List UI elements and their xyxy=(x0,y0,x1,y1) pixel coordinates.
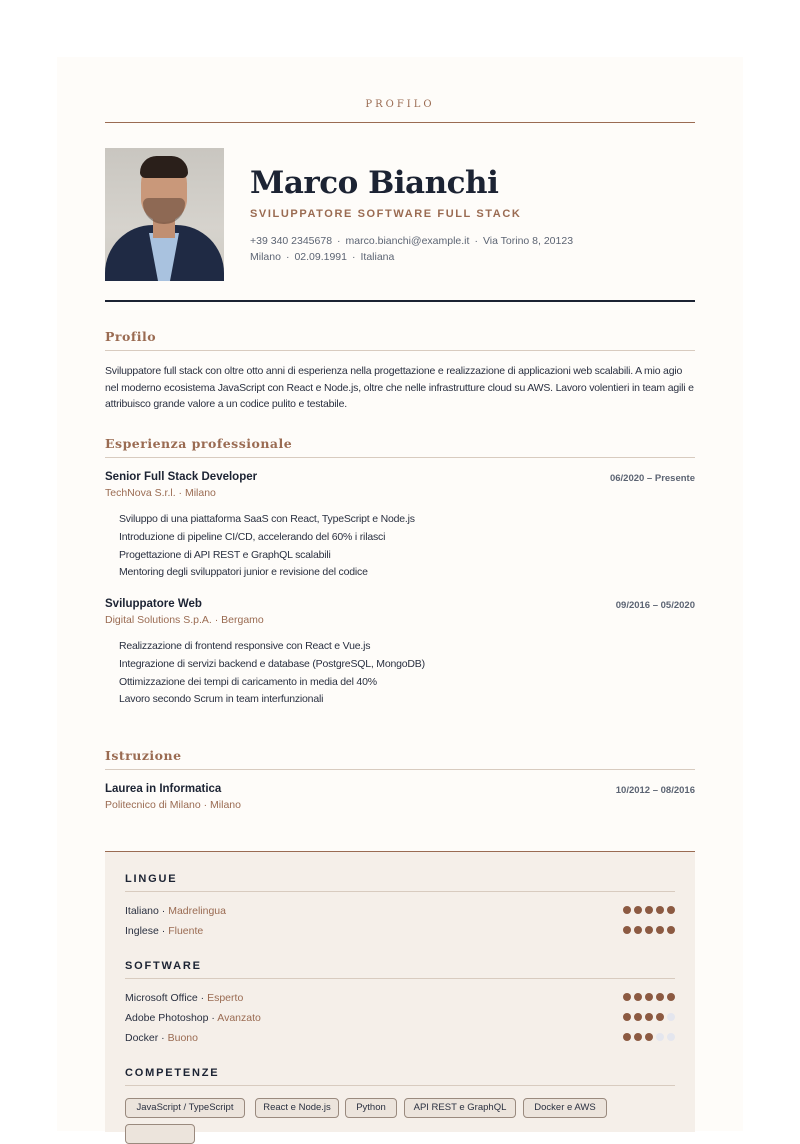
rating-dots xyxy=(623,906,675,914)
skill-tag: Python xyxy=(345,1098,397,1118)
rating-dot-filled xyxy=(634,1033,642,1041)
job-company: TechNova S.r.l. · Milano xyxy=(105,487,216,499)
education-entry xyxy=(105,783,695,811)
degree-title: Laurea in Informatica xyxy=(105,783,222,795)
header-divider xyxy=(105,300,695,302)
job-duty: Integrazione di servizi backend e database (PostgreSQL, MongoDB) xyxy=(119,657,425,670)
software-name: Adobe Photoshop xyxy=(125,1012,209,1024)
rating-dot-filled xyxy=(656,1013,664,1021)
skill-tag: API REST e GraphQL xyxy=(404,1098,516,1118)
job-duties xyxy=(119,511,695,582)
contact-nationality: Italiana xyxy=(360,251,395,263)
section-title-experience: Esperienza professionale xyxy=(105,436,293,451)
section-divider xyxy=(105,457,695,458)
job-company: Digital Solutions S.p.A. · Bergamo xyxy=(105,614,264,626)
job-entry xyxy=(105,598,695,709)
software-title: SOFTWARE xyxy=(125,960,202,972)
contact-email: marco.bianchi@example.it xyxy=(345,235,470,247)
job-duty: Sviluppo di una piattaforma SaaS con React, TypeScript e Node.js xyxy=(119,513,415,525)
photo-beard xyxy=(143,198,185,224)
job-dates: 06/2020 – Presente xyxy=(609,473,695,484)
software-level: Buono xyxy=(167,1032,198,1044)
rating-dots xyxy=(623,926,675,934)
school-name: Politecnico di Milano · Milano xyxy=(105,799,241,811)
skill-tag xyxy=(125,1124,195,1144)
software-item: Docker · Buono xyxy=(125,1032,675,1044)
contact-separator: · xyxy=(352,251,356,263)
rating-dot-filled xyxy=(667,926,675,934)
contact-line xyxy=(250,233,690,265)
contact-separator: · xyxy=(474,235,478,247)
job-duty: Mentoring degli sviluppatori junior e revisione del codice xyxy=(119,566,368,579)
language-name: Inglese xyxy=(125,925,159,937)
contact-phone: +39 340 2345678 xyxy=(250,235,333,247)
language-level: Fluente xyxy=(168,925,204,937)
rating-dot-filled xyxy=(645,926,653,934)
panel-divider xyxy=(125,891,675,892)
contact-birthdate: 02.09.1991 xyxy=(294,251,347,263)
skills-title: COMPETENZE xyxy=(125,1067,220,1079)
rating-dot-filled xyxy=(645,993,653,1001)
rating-dot-filled xyxy=(645,906,653,914)
rating-dot-filled xyxy=(623,906,631,914)
contact-separator: · xyxy=(285,251,290,263)
section-divider xyxy=(105,350,695,351)
photo-hair xyxy=(140,156,188,178)
job-entry xyxy=(105,471,695,582)
rating-dot-filled xyxy=(634,906,642,914)
profile-kicker: PROFILO xyxy=(365,99,435,110)
rating-dot-filled xyxy=(623,1033,631,1041)
rating-dots xyxy=(623,1033,675,1041)
rating-dot-filled xyxy=(623,1013,631,1021)
rating-dot-filled xyxy=(623,926,631,934)
education-dates: 10/2012 – 08/2016 xyxy=(615,785,695,796)
rating-dot-filled xyxy=(656,926,664,934)
skills-panel xyxy=(105,851,695,1132)
rating-dots xyxy=(623,1013,675,1021)
rating-dot-filled xyxy=(645,1013,653,1021)
job-duty: Ottimizzazione dei tempi di caricamento in media del 40% xyxy=(119,675,377,688)
job-duty: Realizzazione di frontend responsive con React e Vue.js xyxy=(119,640,371,652)
language-item: Italiano · Madrelingua xyxy=(125,905,675,917)
rating-dot-filled xyxy=(623,993,631,1001)
panel-divider xyxy=(125,978,675,979)
rating-dot-filled xyxy=(656,993,664,1001)
language-level: Madrelingua xyxy=(168,905,226,917)
software-item: Microsoft Office · Esperto xyxy=(125,992,675,1004)
job-title: Sviluppatore Web xyxy=(105,598,202,610)
rating-dot-filled xyxy=(667,993,675,1001)
rating-dot-empty xyxy=(667,1033,675,1041)
rating-dot-filled xyxy=(667,906,675,914)
rating-dot-filled xyxy=(656,906,664,914)
languages-title: LINGUE xyxy=(125,873,178,885)
rating-dot-empty xyxy=(667,1013,675,1021)
rating-dot-filled xyxy=(634,993,642,1001)
section-title-profile: Profilo xyxy=(105,329,157,344)
software-level: Avanzato xyxy=(217,1012,261,1024)
rating-dot-filled xyxy=(645,1033,653,1041)
job-duty: Lavoro secondo Scrum in team interfunzionali xyxy=(119,693,324,706)
rating-dot-filled xyxy=(634,926,642,934)
contact-separator: · xyxy=(337,235,341,247)
rating-dot-filled xyxy=(634,1013,642,1021)
job-dates: 09/2016 – 05/2020 xyxy=(615,600,695,611)
language-name: Italiano xyxy=(125,905,159,917)
job-title: Senior Full Stack Developer xyxy=(105,471,258,483)
candidate-name: Marco Bianchi xyxy=(250,165,499,201)
contact-address: Via Torino 8, 20123 Milano xyxy=(250,235,574,263)
panel-divider xyxy=(125,1085,675,1086)
profile-summary: Sviluppatore full stack con oltre otto anni di esperienza nella progettazione e realizzazione di applicazioni web scalabili. A mio agio nel moderno ecosistema JavaScript con React e Node.js, oltre che nelle infrastrutture cloud su AWS. Lavoro volentieri in team agili e attribuisco grande valore a un codice pulito e testabile. xyxy=(105,365,694,410)
profile-photo xyxy=(105,148,224,281)
software-name: Docker xyxy=(125,1032,159,1044)
section-title-education: Istruzione xyxy=(105,748,182,763)
kicker-divider xyxy=(105,122,695,123)
section-divider xyxy=(105,769,695,770)
skill-tag: React e Node.js xyxy=(255,1098,339,1118)
rating-dot-empty xyxy=(656,1033,664,1041)
job-duty: Introduzione di pipeline CI/CD, accelerando del 60% i rilasci xyxy=(119,530,386,543)
language-item: Inglese · Fluente xyxy=(125,925,675,937)
rating-dots xyxy=(623,993,675,1001)
candidate-role: SVILUPPATORE SOFTWARE FULL STACK xyxy=(250,208,522,220)
software-level: Esperto xyxy=(207,992,244,1004)
skill-tag: Docker e AWS xyxy=(523,1098,607,1118)
job-duties xyxy=(119,638,695,709)
software-item: Adobe Photoshop · Avanzato xyxy=(125,1012,675,1024)
skill-tag: JavaScript / TypeScript xyxy=(125,1098,245,1118)
job-duty: Progettazione di API REST e GraphQL scalabili xyxy=(119,548,331,561)
software-name: Microsoft Office xyxy=(125,992,198,1004)
